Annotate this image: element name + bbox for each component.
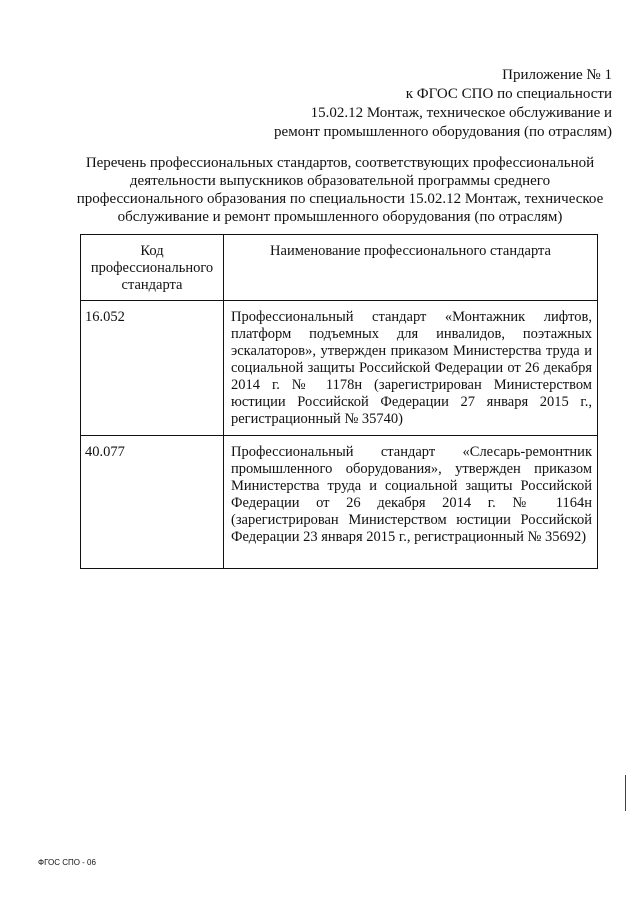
appendix-line: ремонт промышленного оборудования (по отраслям) xyxy=(274,124,612,140)
standards-table xyxy=(80,234,598,569)
document-title xyxy=(70,154,610,226)
header-name: Наименование профессионального стандарта xyxy=(224,235,598,301)
appendix-line: 15.02.12 Монтаж, техническое обслуживание и xyxy=(310,105,612,121)
title-line: профессионального образования по специальности 15.02.12 Монтаж, техническое xyxy=(76,191,604,207)
table-row xyxy=(81,301,598,436)
title-line: обслуживание и ремонт промышленного оборудования (по отраслям) xyxy=(117,209,563,225)
table-row xyxy=(81,436,598,569)
header-code-line: стандарта xyxy=(121,277,183,293)
page-footer: ФГОС СПО - 06 xyxy=(38,858,96,867)
title-line: Перечень профессиональных стандартов, соответствующих профессиональной xyxy=(85,155,595,171)
title-line: деятельности выпускников образовательной программы среднего xyxy=(129,173,551,189)
appendix-line: к ФГОС СПО по специальности xyxy=(405,86,612,102)
margin-mark xyxy=(625,775,626,811)
standard-name: Профессиональный стандарт «Монтажник лифтов, платформ подъемных для инвалидов, поэтажных эскалаторов», утвержден приказом Министерства труда и социальной защиты Российской Федерации от 26 декабря 2014 г. № 1178н (зарегистрирован Министерством юстиции Российской Федерации 27 января 2015 г., регистрационный № 35740) xyxy=(224,301,598,436)
standard-code: 16.052 xyxy=(81,301,224,436)
appendix-header xyxy=(274,66,612,142)
table-header-row xyxy=(81,235,598,301)
appendix-line: Приложение № 1 xyxy=(502,67,612,83)
header-code-line: профессионального xyxy=(90,260,214,276)
header-code-line: Код xyxy=(140,243,164,259)
standard-name: Профессиональный стандарт «Слесарь-ремонтник промышленного оборудования», утвержден приказом Министерства труда и социальной защиты Российской Федерации от 26 декабря 2014 г. № 1164н (зарегистрирован Министерством юстиции Российской Федерации 23 января 2015 г., регистрационный № 35692) xyxy=(224,436,598,569)
header-code xyxy=(81,235,224,301)
standard-code: 40.077 xyxy=(81,436,224,569)
